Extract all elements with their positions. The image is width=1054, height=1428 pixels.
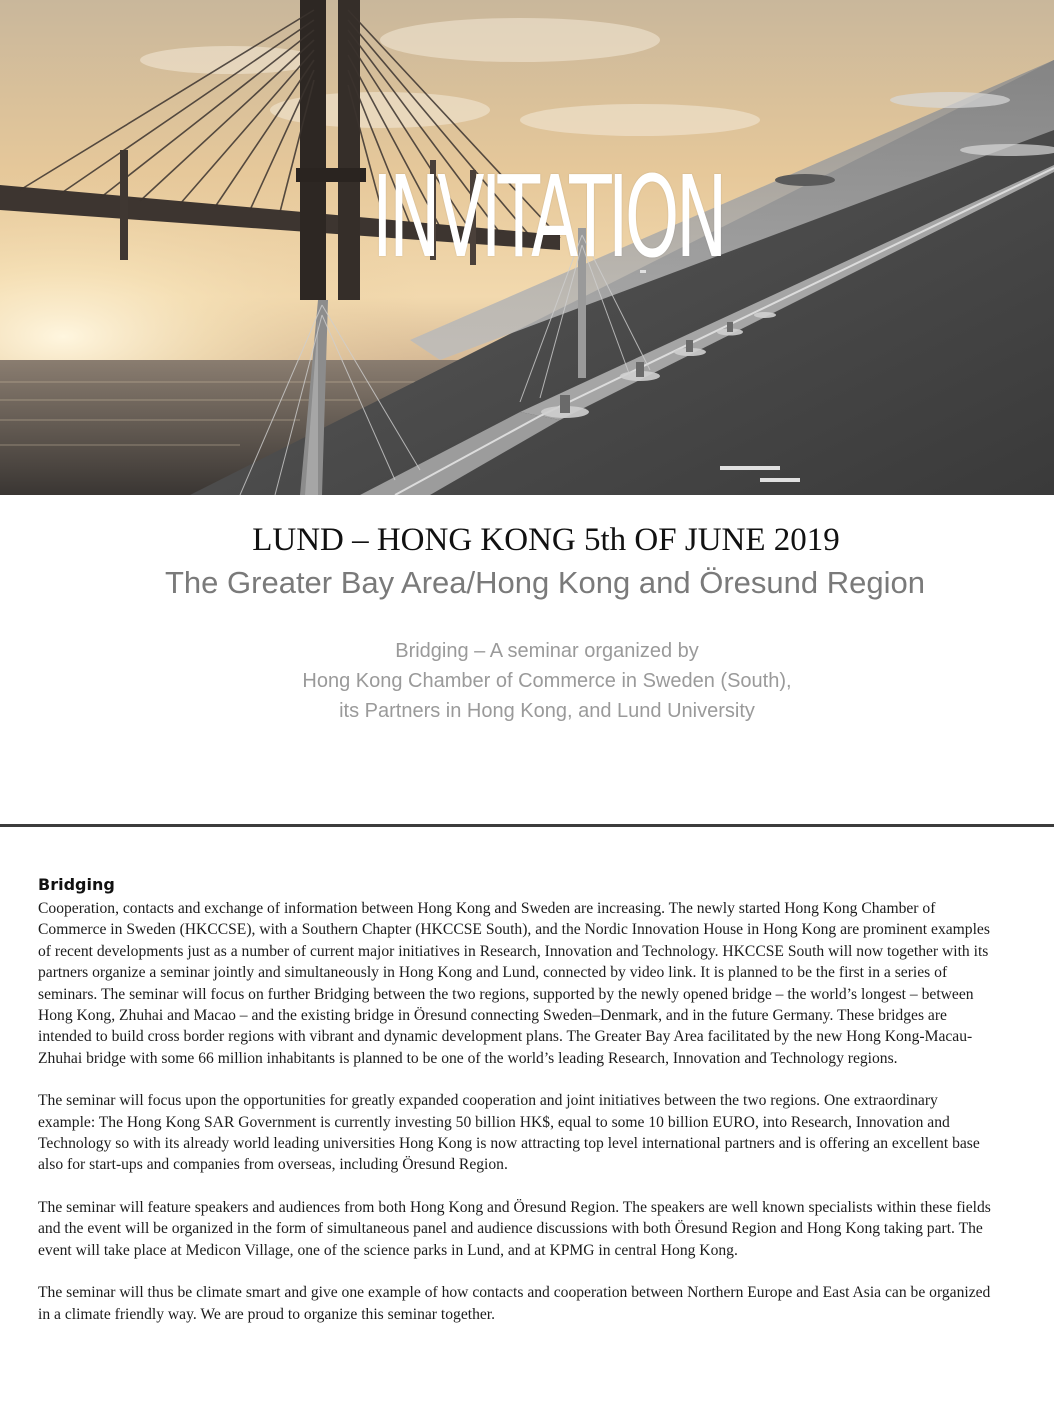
event-location-date: LUND – HONG KONG 5th OF JUNE 2019 <box>252 522 840 558</box>
organizer-line: Hong Kong Chamber of Commerce in Sweden (South), <box>302 670 792 692</box>
body-paragraph: The seminar will feature speakers and audiences from both Hong Kong and Öresund Region. The speakers are well known specialists within these fields and the event will be organized in the form of simultaneous panel and audience discussions with both Öresund Region and Hong Kong taking part. The event will take place at Medicon Village, one of the science parks in Lund, and at KPMG in central Hong Kong. <box>38 1198 991 1259</box>
invitation-title: INVITATION <box>372 153 724 283</box>
organizer-line: Bridging – A seminar organized by <box>395 640 699 662</box>
body-content <box>38 873 998 1346</box>
hero-banner <box>0 0 1054 495</box>
body-paragraph: Cooperation, contacts and exchange of information between Hong Kong and Sweden are increasing. The newly started Hong Kong Chamber of Commerce in Sweden (HKCCSE), with a Southern Chapter (HKCCSE South), and the Nordic Innovation House in Hong Kong are prominent examples of recent developments just as a number of current major initiatives in Research, Innovation and Technology. HKCCSE South will now together with its partners organize a seminar jointly and simultaneously in Hong Kong and Lund, connected by video link. It is planned to be the first in a series of seminars. The seminar will focus on further Bridging between the two regions, supported by the newly opened bridge – the world’s longest – between Hong Kong, Zhuhai and Macao – and the existing bridge in Öresund connecting Sweden–Denmark, and in the future Germany. These bridges are intended to build cross border regions with vibrant and dynamic development plans. The Greater Bay Area facilitated by the new Hong Kong-Macau-Zhuhai bridge with some 66 million inhabitants is planned to be one of the world’s leading Research, Innovation and Technology regions. <box>38 900 990 1067</box>
event-regions: The Greater Bay Area/Hong Kong and Öresund Region <box>165 565 925 600</box>
body-paragraph: The seminar will focus upon the opportunities for greatly expanded cooperation and joint initiatives between the two regions. One extraordinary example: The Hong Kong SAR Government is currently investing 50 billion HK$, equal to some 10 billion EURO, into Research, Innovation and Technology so with its already world leading universities Hong Kong is now attracting top level international partners and is offering an excellent base also for start-ups and companies from overseas, including Öresund Region. <box>38 1092 980 1174</box>
organizer-line: its Partners in Hong Kong, and Lund University <box>339 700 755 722</box>
organizer-block <box>0 636 1054 726</box>
body-paragraph: The seminar will thus be climate smart and give one example of how contacts and cooperation between Northern Europe and East Asia can be organized in a climate friendly way. We are proud to organize this seminar together. <box>38 1284 991 1323</box>
section-heading: Bridging <box>38 875 115 894</box>
section-divider <box>0 824 1054 827</box>
